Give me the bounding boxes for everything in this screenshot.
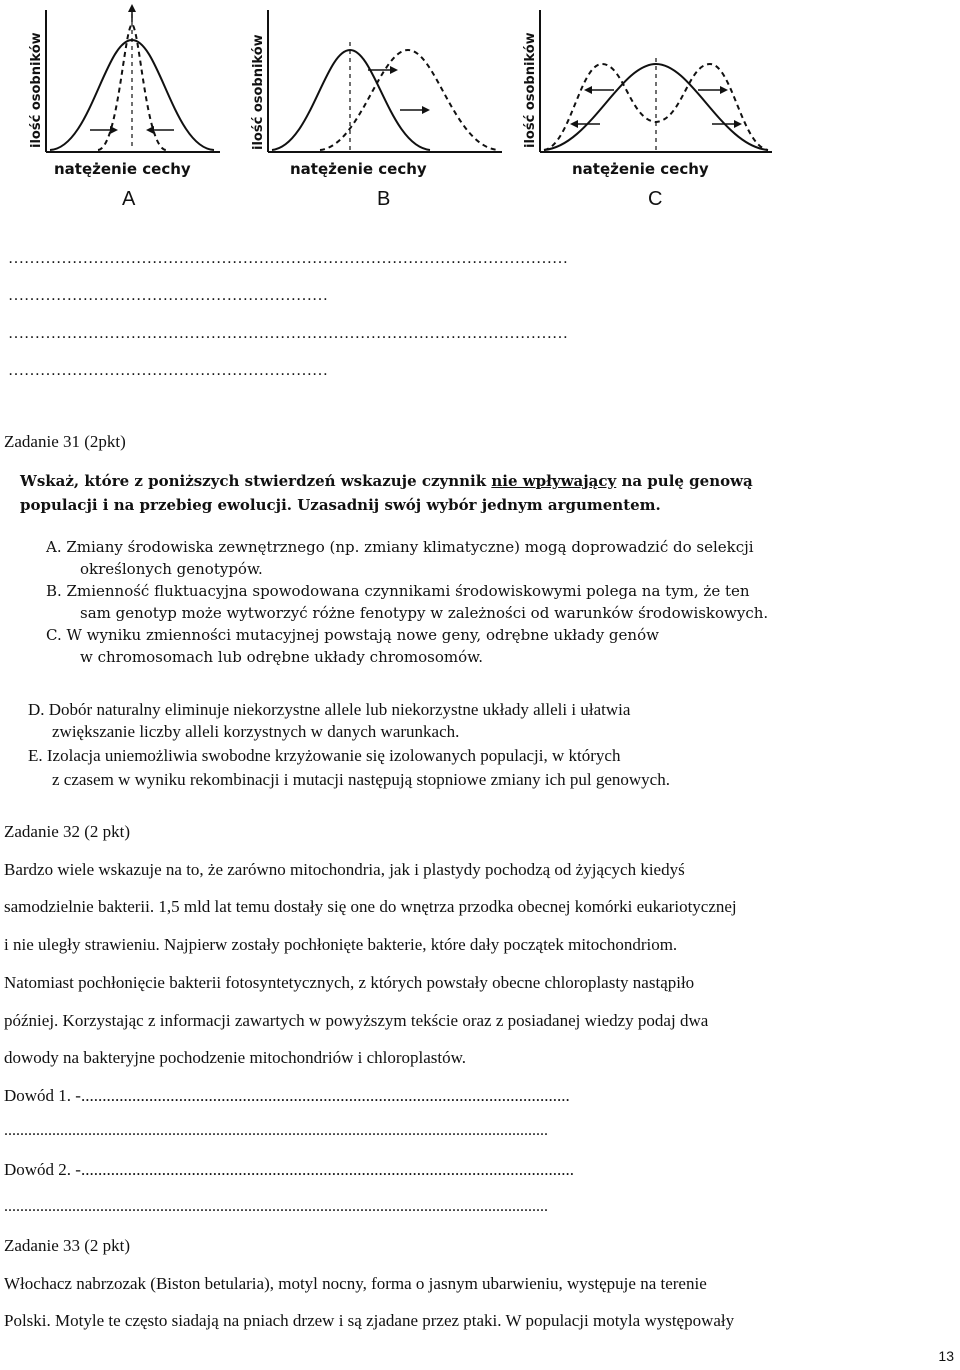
panel-label-a: A	[122, 188, 136, 210]
instruction-part: na pulę genową	[616, 472, 753, 490]
x-axis-label: natężenie cechy	[572, 160, 709, 178]
task-32-text-line: dowody na bakteryjne pochodzenie mitochondriów i chloroplastów.	[4, 1048, 467, 1067]
y-axis-label: ilość osobników	[251, 34, 266, 150]
option-b: B. Zmienność fluktuacyjna spowodowana czynnikami środowiskowymi polega na tym, że ten	[46, 582, 750, 600]
answer-line: ……………………………………………………	[8, 287, 328, 304]
x-axis-label: natężenie cechy	[54, 160, 191, 178]
task-31-instruction	[20, 472, 753, 490]
instruction-emphasis: nie wpływający	[491, 472, 617, 490]
task-31-instruction-2: populacji i na przebieg ewolucji. Uzasadnij swój wybór jednym argumentem.	[20, 496, 661, 514]
option-e: E. Izolacja uniemożliwia swobodne krzyżowanie się izolowanych populacji, w których	[28, 746, 621, 765]
task-32-text-line: później. Korzystając z informacji zawartych w powyższym tekście oraz z posiadanej wiedzy podaj dwa	[4, 1011, 709, 1030]
y-axis-label: ilość osobników	[523, 32, 538, 148]
task-33-title: Zadanie 33 (2 pkt)	[4, 1236, 131, 1255]
answer-2-field[interactable]: Dowód 2. -....................................................................................................................	[4, 1160, 574, 1179]
instruction-part: Wskaż, które z poniższych stwierdzeń wskazuje czynnik	[20, 472, 492, 490]
option-b-cont: sam genotyp może wytworzyć różne fenotypy w zależności od warunków środowiskowych.	[80, 604, 769, 622]
task-32-text-line: i nie uległy strawieniu. Najpierw zostały pochłonięte bakterie, które dały początek mitochondriom.	[4, 935, 678, 954]
task-31-title: Zadanie 31 (2pkt)	[4, 432, 126, 451]
option-c: C. W wyniku zmienności mutacyjnej powstają nowe geny, odrębne układy genów	[46, 626, 659, 644]
answer-line: ……………………………………………………………………………………………	[8, 325, 568, 342]
graph-c	[520, 0, 780, 210]
answer-line: ……………………………………………………	[8, 362, 328, 379]
option-e-cont: z czasem w wyniku rekombinacji i mutacji następują stopniowe zmiany ich pul genowych.	[52, 770, 670, 789]
graph-a	[20, 0, 230, 210]
answer-2-field-cont[interactable]: ........................................................................................................................................	[4, 1198, 548, 1215]
option-a-cont: określonych genotypów.	[80, 560, 263, 578]
answer-1-field[interactable]: Dowód 1. -...................................................................................................................	[4, 1086, 570, 1105]
y-axis-label: ilość osobników	[29, 32, 44, 148]
panel-label-b: B	[377, 188, 391, 210]
graph-b	[240, 0, 510, 210]
option-d: D. Dobór naturalny eliminuje niekorzystne allele lub niekorzystne układy alleli i ułatwia	[28, 700, 631, 719]
panel-label-c: C	[648, 188, 663, 210]
task-33-text-line: Włochacz nabrzozak (Biston betularia), motyl nocny, forma o jasnym ubarwieniu, występuje na terenie	[4, 1274, 707, 1293]
task-33-text-line: Polski. Motyle te często siadają na pniach drzew i są zjadane przez ptaki. W populacji motyla występowały	[4, 1311, 735, 1330]
answer-1-field-cont[interactable]: ........................................................................................................................................	[4, 1122, 548, 1139]
task-32-text-line: Natomiast pochłonięcie bakterii fotosyntetycznych, z których powstały obecne chloroplasty nastąpiło	[4, 973, 695, 992]
task-32-text-line: samodzielnie bakterii. 1,5 mld lat temu dostały się one do wnętrza przodka obecnej komórki eukariotycznej	[4, 897, 737, 916]
option-c-cont: w chromosomach lub odrębne układy chromosomów.	[80, 648, 483, 666]
option-d-cont: zwiększanie liczby alleli korzystnych w danych warunkach.	[52, 722, 460, 741]
task-32-title: Zadanie 32 (2 pkt)	[4, 822, 131, 841]
page-number: 13	[938, 1348, 954, 1364]
answer-line: ……………………………………………………………………………………………	[8, 250, 568, 267]
x-axis-label: natężenie cechy	[290, 160, 427, 178]
option-a: A. Zmiany środowiska zewnętrznego (np. zmiany klimatyczne) mogą doprowadzić do selekcji	[46, 538, 754, 556]
task-32-text-line: Bardzo wiele wskazuje na to, że zarówno mitochondria, jak i plastydy pochodzą od żyjących kiedyś	[4, 860, 685, 879]
